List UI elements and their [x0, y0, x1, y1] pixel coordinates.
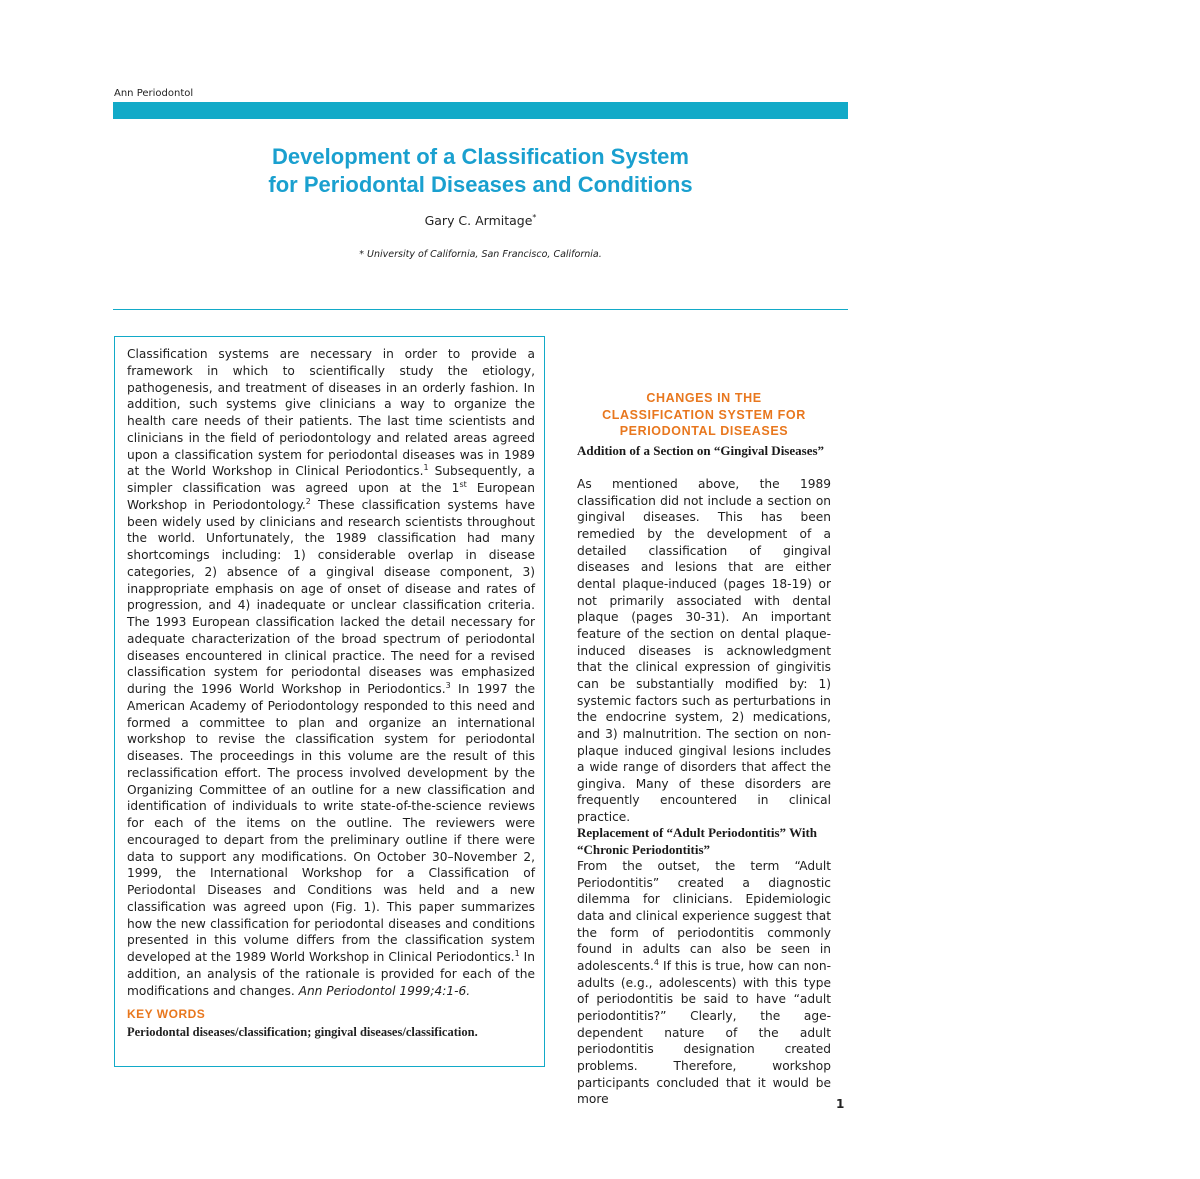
- section-heading: [577, 390, 831, 440]
- body-paragraph-chronic: [577, 858, 831, 1108]
- subsection-heading-chronic: Replacement of “Adult Periodontitis” With “Chronic Periodontitis”: [577, 825, 818, 857]
- keywords-text: Periodontal diseases/classification; gingival diseases/classification.: [127, 1025, 478, 1039]
- ordinal-suffix: st: [459, 479, 467, 489]
- abstract-part-1: Classification systems are necessary in order to provide a framework in which to scientifically study the etiology, pathogenesis, and treatment of diseases in an orderly fashion. In addition, such systems give clinicians a way to organize the health care needs of their patients. The last time scientists and clinicians in the field of periodontology and related areas agreed upon a classification system for periodontal diseases was in 1989 at the World Workshop in Clinical Periodontics.: [127, 347, 535, 479]
- author-affiliation: * University of California, San Francisco, California.: [359, 249, 602, 260]
- abstract-citation: Ann Periodontol 1999;4:1-6.: [298, 983, 471, 998]
- journal-name: Ann Periodontol: [114, 88, 194, 99]
- reference-mark: 3: [445, 680, 451, 690]
- reference-mark: 2: [305, 496, 311, 506]
- author-footnote-mark: *: [532, 213, 537, 222]
- reference-mark: 1: [423, 463, 429, 473]
- abstract-part-4: These classification systems have been widely used by clinicians and research scientists throughout the world. Unfortunately, the 1989 classification had many shortcomings including: 1) considerable overlap in disease categories, 2) absence of a gingival disease component, 3) inappropriate emphasis on age of onset of disease and rates of progression, and 4) inadequate or unclear classification criteria. The 1993 European classification lacked the detail necessary for adequate characterization of the broad spectrum of periodontal diseases encountered in clinical practice. The need for a revised classification system for periodontal diseases was emphasized during the 1996 World Workshop in Periodontics.: [127, 497, 535, 696]
- section-heading-line-1: CHANGES IN THE: [646, 391, 762, 405]
- abstract-part-6: In addition, an analysis of the rationale is provided for each of the modifications and changes.: [127, 950, 535, 998]
- article-title: [113, 143, 848, 199]
- author-name: Gary C. Armitage: [424, 213, 533, 229]
- header-color-bar: [113, 102, 848, 119]
- body-paragraph-gingival: As mentioned above, the 1989 classification did not include a section on gingival diseases. This has been remedied by the development of a detailed classification of gingival diseases and lesions that are either dental plaque-induced (pages 18-19) or not primarily associated with dental plaque (pages 30-31). An important feature of the section on dental plaque-induced diseases is acknowledgment that the clinical expression of gingivitis can be substantially modified by: 1) systemic factors such as perturbations in the endocrine system, 2) medications, and 3) malnutrition. The section on non-plaque induced gingival lesions includes a wide range of disorders that affect the gingiva. Many of these disorders are frequently encountered in clinical practice.: [577, 477, 831, 825]
- author-line: [113, 213, 848, 228]
- section-heading-line-2: CLASSIFICATION SYSTEM FOR: [602, 407, 806, 422]
- section-heading-line-3: PERIODONTAL DISEASES: [619, 424, 789, 438]
- title-divider: [113, 309, 848, 310]
- body-part-1: From the outset, the term “Adult Periodontitis” created a diagnostic dilemma for clinicians. Epidemiologic data and clinical experience suggest that the form of periodontitis commonly found in adults can also be seen in adolescents.: [577, 859, 831, 973]
- keywords-heading: KEY WORDS: [127, 1007, 206, 1021]
- reference-mark: 1: [514, 948, 520, 958]
- abstract-text: [127, 346, 535, 999]
- abstract-part-5: In 1997 the American Academy of Periodontology responded to this need and formed a committee to plan and organize an international workshop to revise the classification system for periodontal diseases. The proceedings in this volume are the result of this reclassification effort. The process involved development by the Organizing Committee of an outline for a new classification and identification of individuals to write state-of-the-science reviews for each of the items on the outline. The reviewers were encouraged to depart from the preliminary outline if there were data to support any modifications. On October 30–November 2, 1999, the International Workshop for a Classification of Periodontal Diseases and Conditions was held and a new classification was agreed upon (Fig. 1). This paper summarizes how the new classification for periodontal diseases and conditions presented in this volume differs from the classification system developed at the 1989 World Workshop in Clinical Periodontics.: [127, 682, 535, 964]
- reference-mark: 4: [653, 957, 659, 967]
- page-number: 1: [836, 1097, 845, 1111]
- abstract-part-2: Subsequently, a simpler classification was agreed upon at the 1: [127, 464, 535, 495]
- subsection-heading-gingival: Addition of a Section on “Gingival Diseases”: [577, 443, 825, 458]
- body-part-2: If this is true, how can non-adults (e.g., adolescents) with this type of periodontitis be said to have “adult periodontitis?” Clearly, the age-dependent nature of the adult periodontitis designation created problems. Therefore, workshop participants concluded that it would be more: [577, 958, 831, 1107]
- abstract-part-3: European Workshop in Periodontology.: [127, 481, 535, 512]
- title-line-2: for Periodontal Diseases and Conditions: [268, 172, 693, 197]
- title-line-1: Development of a Classification System: [272, 144, 689, 169]
